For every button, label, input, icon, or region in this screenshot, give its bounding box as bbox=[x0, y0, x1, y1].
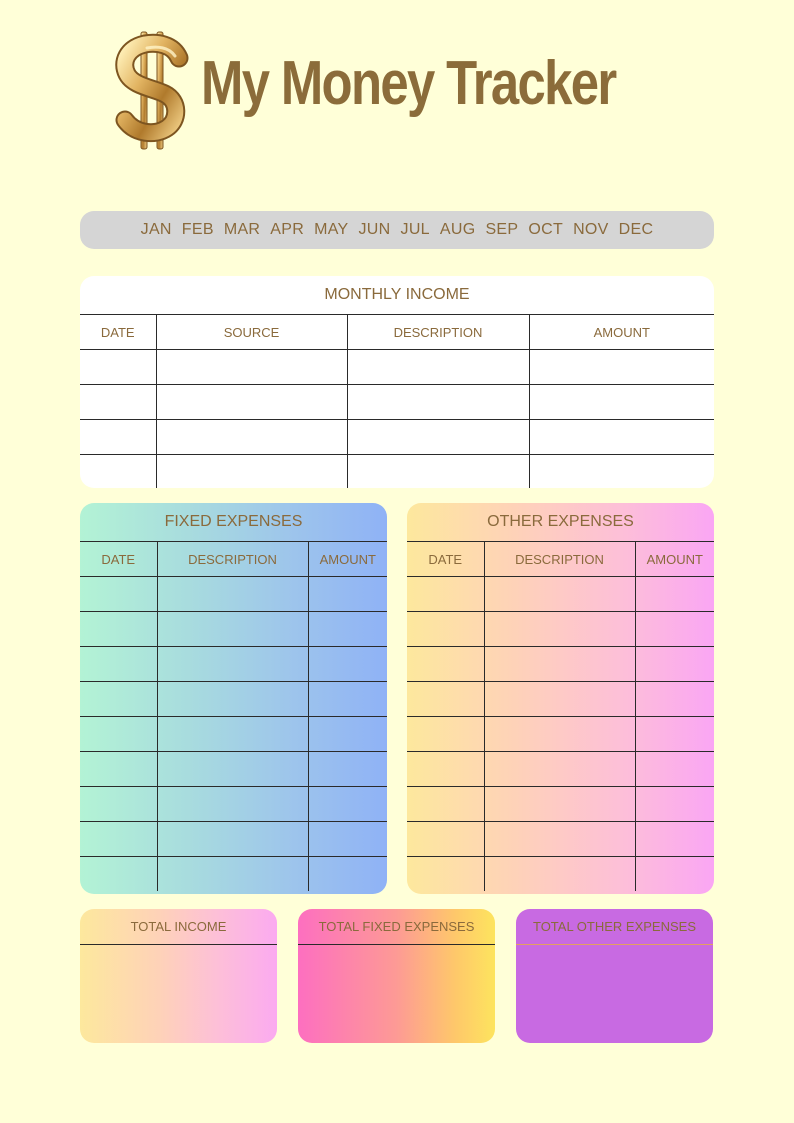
table-cell[interactable] bbox=[635, 822, 714, 857]
table-cell[interactable] bbox=[308, 822, 387, 857]
table-cell[interactable] bbox=[308, 612, 387, 647]
table-cell[interactable] bbox=[308, 787, 387, 822]
table-row bbox=[80, 717, 387, 752]
column-header-date: DATE bbox=[407, 542, 484, 577]
table-cell[interactable] bbox=[157, 682, 308, 717]
table-cell[interactable] bbox=[308, 682, 387, 717]
table-row bbox=[80, 455, 714, 489]
table-cell[interactable] bbox=[484, 822, 635, 857]
column-header-date: DATE bbox=[80, 315, 156, 350]
header bbox=[113, 28, 673, 153]
month-aug[interactable]: AUG bbox=[439, 221, 476, 238]
table-cell[interactable] bbox=[156, 350, 347, 385]
table-cell[interactable] bbox=[80, 752, 157, 787]
total-income-box[interactable] bbox=[80, 909, 277, 1043]
table-cell[interactable] bbox=[157, 647, 308, 682]
column-header-date: DATE bbox=[80, 542, 157, 577]
table-cell[interactable] bbox=[529, 420, 714, 455]
fixed-expenses-table bbox=[80, 541, 387, 891]
table-row bbox=[407, 682, 714, 717]
table-cell[interactable] bbox=[156, 420, 347, 455]
column-header-description: DESCRIPTION bbox=[347, 315, 529, 350]
table-cell[interactable] bbox=[484, 577, 635, 612]
month-sep[interactable]: SEP bbox=[485, 221, 519, 238]
table-header-row bbox=[80, 315, 714, 350]
table-row bbox=[80, 577, 387, 612]
monthly-income-card bbox=[80, 276, 714, 488]
table-cell[interactable] bbox=[80, 455, 156, 489]
table-cell[interactable] bbox=[407, 612, 484, 647]
table-cell[interactable] bbox=[407, 682, 484, 717]
column-header-description: DESCRIPTION bbox=[484, 542, 635, 577]
month-mar[interactable]: MAR bbox=[223, 221, 261, 238]
month-jul[interactable]: JUL bbox=[400, 221, 430, 238]
table-cell[interactable] bbox=[157, 577, 308, 612]
month-selector bbox=[80, 211, 714, 249]
dollar-sign-icon bbox=[113, 28, 191, 153]
table-cell[interactable] bbox=[635, 682, 714, 717]
table-cell[interactable] bbox=[407, 717, 484, 752]
table-cell[interactable] bbox=[80, 857, 157, 892]
month-dec[interactable]: DEC bbox=[618, 221, 654, 238]
total-fixed-expenses-label: TOTAL FIXED EXPENSES bbox=[298, 909, 495, 945]
table-cell[interactable] bbox=[484, 752, 635, 787]
table-cell[interactable] bbox=[635, 612, 714, 647]
table-row bbox=[407, 612, 714, 647]
table-row bbox=[80, 787, 387, 822]
table-cell[interactable] bbox=[635, 857, 714, 892]
table-cell[interactable] bbox=[484, 717, 635, 752]
table-cell[interactable] bbox=[308, 752, 387, 787]
table-cell[interactable] bbox=[529, 385, 714, 420]
table-row bbox=[80, 752, 387, 787]
table-cell[interactable] bbox=[80, 647, 157, 682]
monthly-income-table bbox=[80, 314, 714, 488]
table-row bbox=[407, 857, 714, 892]
page-title: My Money Tracker bbox=[201, 49, 616, 118]
month-nov[interactable]: NOV bbox=[573, 221, 609, 238]
table-cell[interactable] bbox=[308, 717, 387, 752]
total-income-label: TOTAL INCOME bbox=[80, 909, 277, 945]
table-cell[interactable] bbox=[484, 682, 635, 717]
table-cell[interactable] bbox=[80, 682, 157, 717]
table-row bbox=[80, 647, 387, 682]
table-row bbox=[80, 612, 387, 647]
table-cell[interactable] bbox=[80, 822, 157, 857]
table-cell[interactable] bbox=[484, 857, 635, 892]
month-jun[interactable]: JUN bbox=[358, 221, 391, 238]
table-cell[interactable] bbox=[80, 787, 157, 822]
table-cell[interactable] bbox=[529, 455, 714, 489]
table-cell[interactable] bbox=[157, 752, 308, 787]
table-header-row bbox=[407, 542, 714, 577]
table-row bbox=[80, 857, 387, 892]
table-cell[interactable] bbox=[635, 577, 714, 612]
month-feb[interactable]: FEB bbox=[181, 221, 214, 238]
column-header-amount: AMOUNT bbox=[308, 542, 387, 577]
fixed-expenses-card bbox=[80, 503, 387, 894]
month-jan[interactable]: JAN bbox=[140, 221, 172, 238]
table-cell[interactable] bbox=[529, 350, 714, 385]
table-cell[interactable] bbox=[308, 577, 387, 612]
month-apr[interactable]: APR bbox=[270, 221, 305, 238]
table-cell[interactable] bbox=[635, 752, 714, 787]
table-cell[interactable] bbox=[157, 612, 308, 647]
table-row bbox=[407, 752, 714, 787]
month-may[interactable]: MAY bbox=[314, 221, 349, 238]
table-row bbox=[407, 717, 714, 752]
table-row bbox=[407, 822, 714, 857]
table-cell[interactable] bbox=[635, 787, 714, 822]
table-cell[interactable] bbox=[347, 455, 529, 489]
table-row bbox=[80, 822, 387, 857]
table-cell[interactable] bbox=[157, 717, 308, 752]
other-expenses-title: OTHER EXPENSES bbox=[487, 513, 634, 530]
other-expenses-card bbox=[407, 503, 714, 894]
column-header-description: DESCRIPTION bbox=[157, 542, 308, 577]
table-row bbox=[80, 420, 714, 455]
table-cell[interactable] bbox=[157, 822, 308, 857]
table-cell[interactable] bbox=[484, 787, 635, 822]
table-cell[interactable] bbox=[80, 577, 157, 612]
fixed-expenses-title: FIXED EXPENSES bbox=[164, 513, 303, 530]
table-cell[interactable] bbox=[80, 350, 156, 385]
table-cell[interactable] bbox=[156, 385, 347, 420]
table-header-row bbox=[80, 542, 387, 577]
month-oct[interactable]: OCT bbox=[528, 221, 564, 238]
table-cell[interactable] bbox=[156, 455, 347, 489]
total-other-expenses-box[interactable] bbox=[516, 909, 713, 1043]
table-cell[interactable] bbox=[80, 420, 156, 455]
table-cell[interactable] bbox=[635, 717, 714, 752]
table-cell[interactable] bbox=[407, 787, 484, 822]
table-cell[interactable] bbox=[308, 857, 387, 892]
monthly-income-title: MONTHLY INCOME bbox=[324, 286, 470, 303]
table-row bbox=[80, 350, 714, 385]
table-cell[interactable] bbox=[484, 612, 635, 647]
column-header-amount: AMOUNT bbox=[529, 315, 714, 350]
table-cell[interactable] bbox=[80, 612, 157, 647]
table-row bbox=[407, 577, 714, 612]
table-cell[interactable] bbox=[80, 717, 157, 752]
table-cell[interactable] bbox=[407, 822, 484, 857]
table-cell[interactable] bbox=[407, 857, 484, 892]
total-other-expenses-label: TOTAL OTHER EXPENSES bbox=[516, 909, 713, 945]
total-fixed-expenses-box[interactable] bbox=[298, 909, 495, 1043]
table-row bbox=[407, 787, 714, 822]
table-cell[interactable] bbox=[635, 647, 714, 682]
table-cell[interactable] bbox=[407, 647, 484, 682]
table-cell[interactable] bbox=[407, 752, 484, 787]
table-cell[interactable] bbox=[347, 385, 529, 420]
other-expenses-table bbox=[407, 541, 714, 891]
column-header-amount: AMOUNT bbox=[635, 542, 714, 577]
table-cell[interactable] bbox=[308, 647, 387, 682]
table-cell[interactable] bbox=[407, 577, 484, 612]
table-row bbox=[80, 385, 714, 420]
table-cell[interactable] bbox=[157, 857, 308, 892]
table-cell[interactable] bbox=[347, 420, 529, 455]
table-row bbox=[80, 682, 387, 717]
table-cell[interactable] bbox=[80, 385, 156, 420]
table-cell[interactable] bbox=[157, 787, 308, 822]
column-header-source: SOURCE bbox=[156, 315, 347, 350]
table-row bbox=[407, 647, 714, 682]
table-cell[interactable] bbox=[347, 350, 529, 385]
table-cell[interactable] bbox=[484, 647, 635, 682]
